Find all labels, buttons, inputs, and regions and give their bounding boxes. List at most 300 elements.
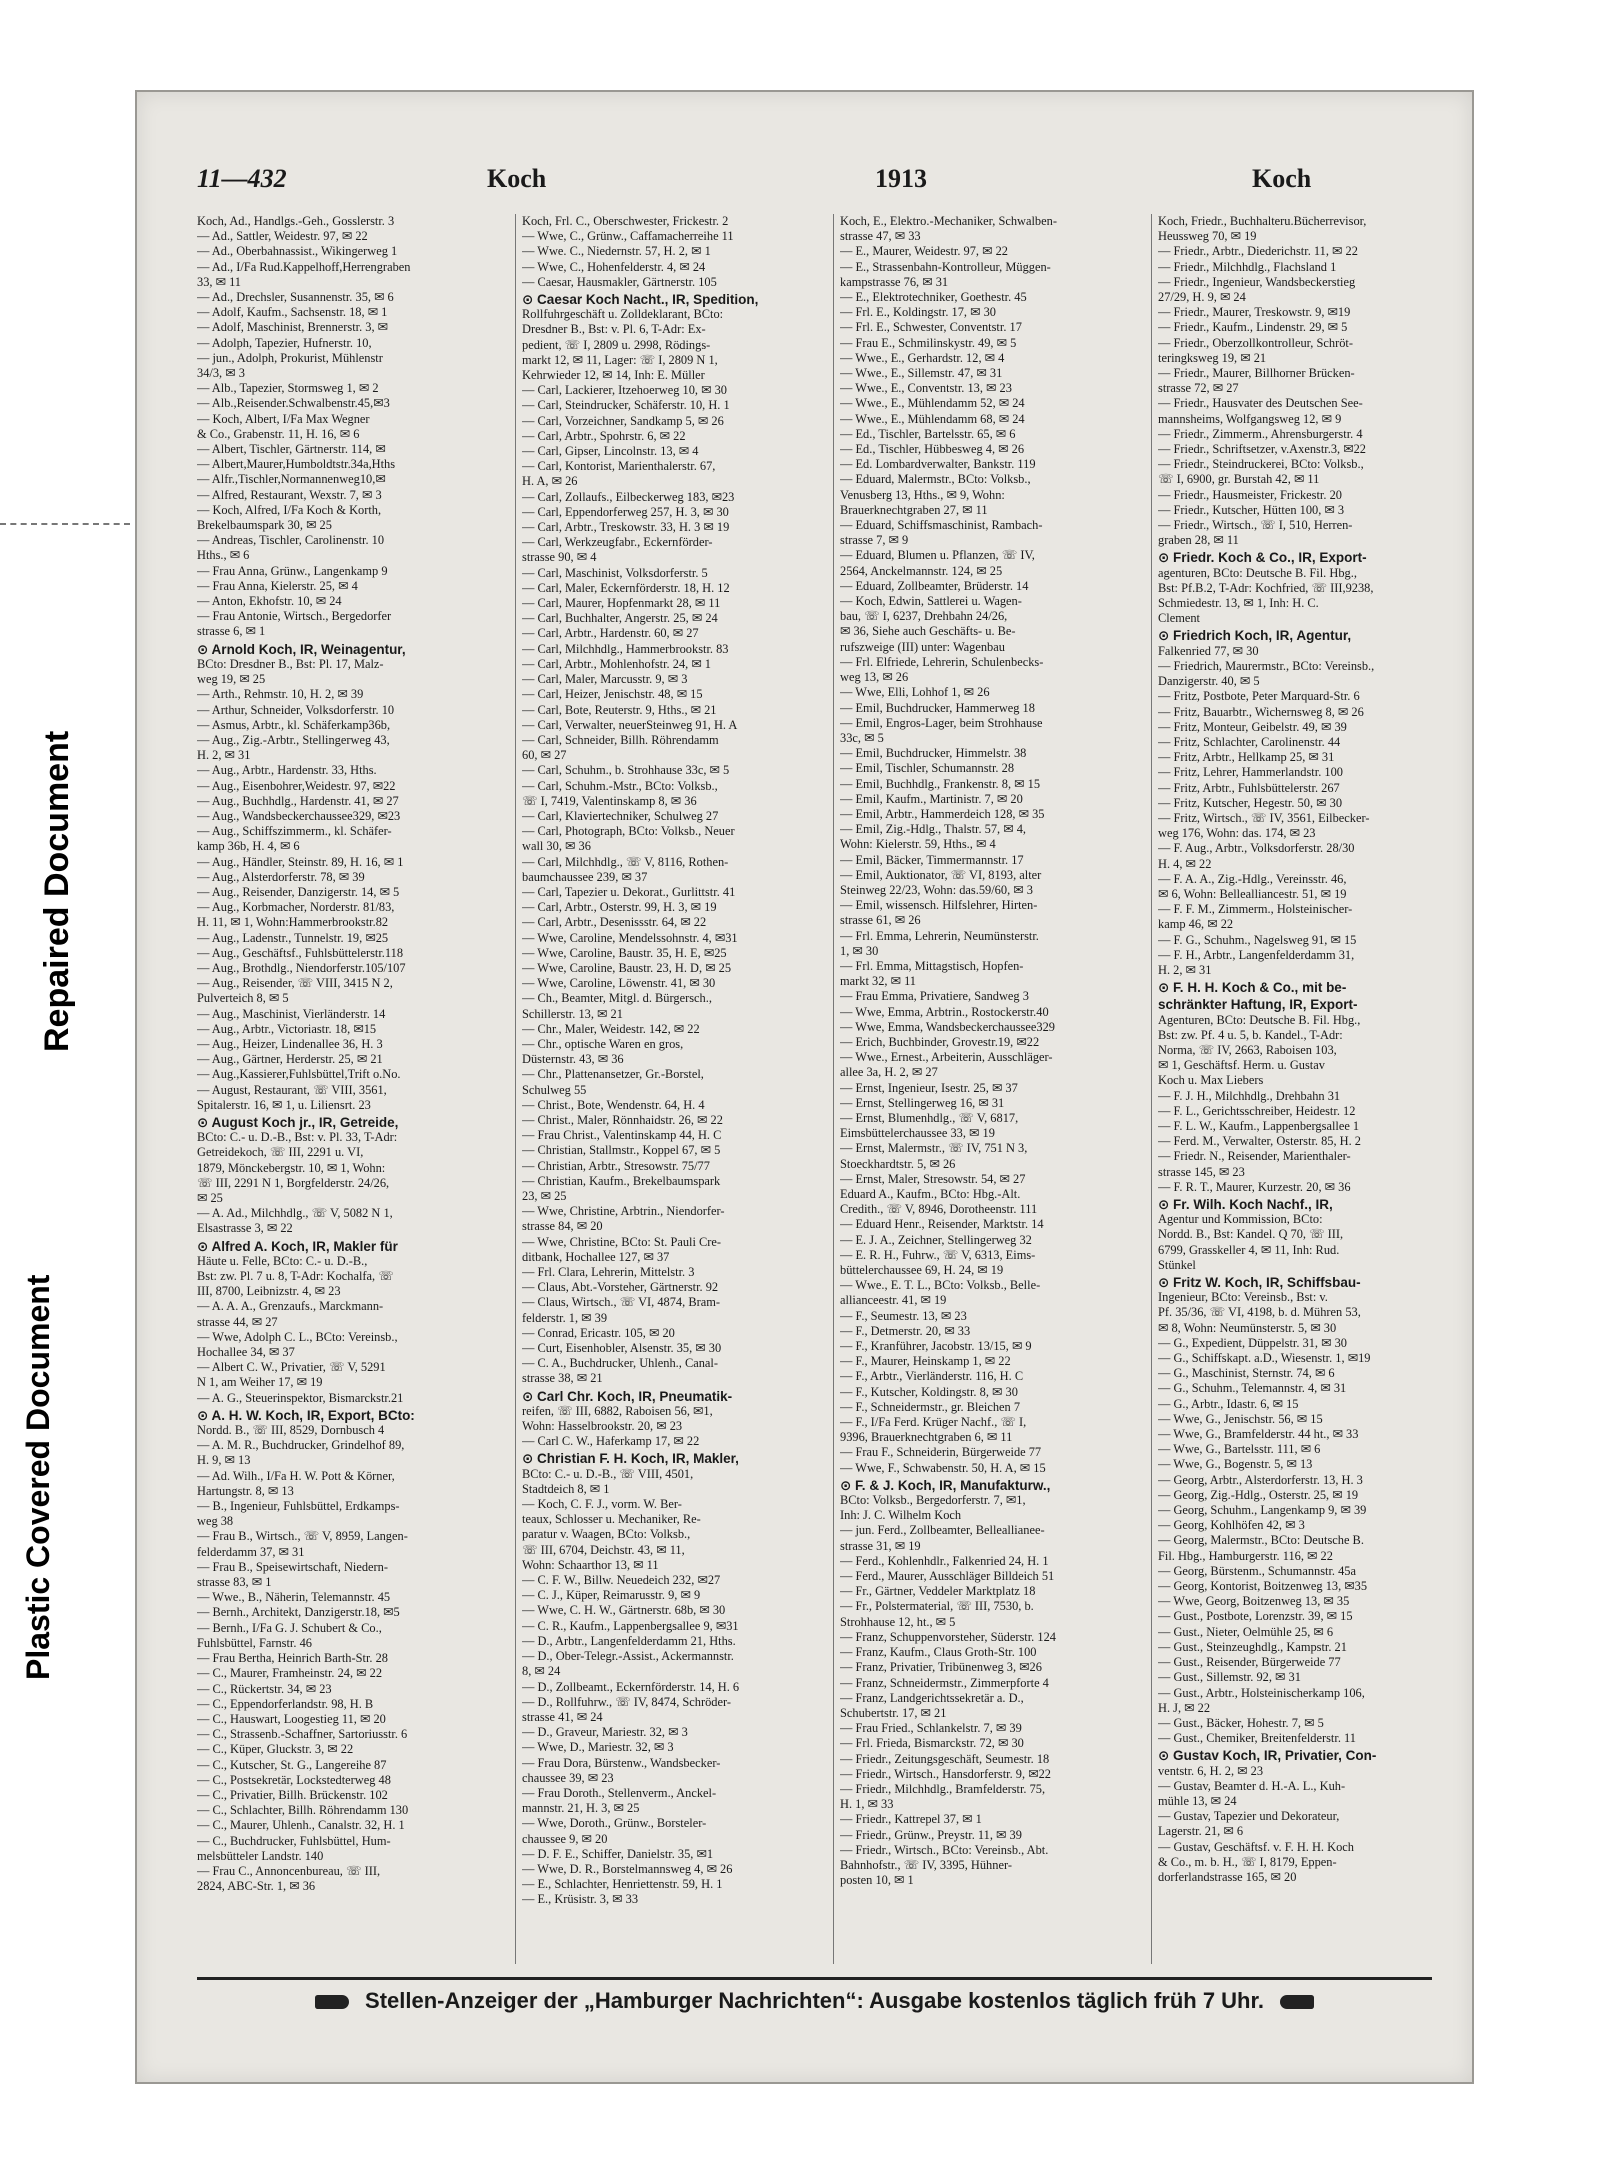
directory-entry: — Carl, Werkzeugfabr., Eckernförder- — [522, 535, 713, 550]
directory-entry: — Wwe., E., Gerhardstr. 12, ✉ 4 — [840, 350, 1005, 365]
directory-entry: baumchaussee 239, ✉ 37 — [522, 869, 648, 884]
directory-entry: Clement — [1158, 611, 1200, 626]
directory-entry: — F., Detmerstr. 20, ✉ 33 — [840, 1323, 971, 1338]
directory-column-2 — [515, 214, 832, 1964]
directory-entry: — D., Rollfuhrw., ☏ IV, 8474, Schröder- — [522, 1694, 731, 1709]
directory-entry: — Wwe., Ernest., Arbeiterin, Ausschläger- — [840, 1050, 1053, 1065]
directory-entry: ⊙ A. H. W. Koch, IR, Export, BCto: — [197, 1407, 415, 1423]
directory-entry: Koch, E., Elektro.-Mechaniker, Schwalben- — [840, 214, 1057, 228]
directory-entry: — C., Strassenb.-Schaffner, Sartoriusstr. 6 — [197, 1727, 408, 1742]
directory-entry: teaux, Schlosser u. Mechaniker, Re- — [522, 1512, 701, 1527]
pointing-hand-icon — [1280, 1995, 1314, 2009]
directory-entry: — Emil, Buchdrucker, Hammerweg 18 — [840, 700, 1035, 715]
directory-entry: — Christ., Maler, Rönnhaidstr. 26, ✉ 22 — [522, 1112, 723, 1127]
directory-entry: 8, ✉ 24 — [522, 1664, 561, 1679]
page-header — [197, 164, 1432, 204]
directory-entry: — Eduard, Blumen u. Pflanzen, ☏ IV, — [840, 548, 1035, 563]
directory-entry: — Frau B., Speisewirtschaft, Niedern- — [197, 1559, 388, 1574]
directory-entry: — Carl, Eppendorferweg 257, H. 3, ✉ 30 — [522, 504, 729, 519]
directory-entry: — Alb.,Reisender.Schwalbenstr.45,✉3 — [197, 396, 390, 411]
directory-entry: — D., Graveur, Mariestr. 32, ✉ 3 — [522, 1725, 688, 1740]
directory-entry: Falkenried 77, ✉ 30 — [1158, 643, 1259, 658]
directory-entry: — C. A., Buchdrucker, Uhlenh., Canal- — [522, 1356, 718, 1371]
directory-entry: Wohn: Schaarthor 13, ✉ 11 — [522, 1557, 659, 1572]
directory-entry: strasse 145, ✉ 23 — [1158, 1164, 1245, 1179]
directory-entry: — G., Arbtr., Idastr. 6, ✉ 15 — [1158, 1396, 1299, 1411]
directory-entry: — A. A. A., Grenzaufs., Marckmann- — [197, 1299, 384, 1314]
page-number: 11—432 — [197, 164, 287, 193]
directory-entry: Koch, Frl. C., Oberschwester, Frickestr. 2 — [522, 214, 729, 228]
directory-entry: — Fr., Polstermaterial, ☏ III, 7530, b. — [840, 1599, 1034, 1614]
directory-entry: — Wwe, Elli, Lohhof 1, ✉ 26 — [840, 685, 990, 700]
directory-entry: — Ad. Wilh., I/Fa H. W. Pott & Körner, — [197, 1468, 395, 1483]
directory-entry: teringksweg 19, ✉ 21 — [1158, 350, 1267, 365]
directory-entry: — G., Schiffskapt. a.D., Wiesenstr. 1, ✉19 — [1158, 1351, 1371, 1366]
directory-entry: — Frau Antonie, Wirtsch., Bergedorfer — [197, 609, 392, 624]
directory-entry: ⊙ Fritz W. Koch, IR, Schiffsbau- — [1158, 1275, 1361, 1291]
directory-entry: — Emil, Kaufm., Martinistr. 7, ✉ 20 — [840, 791, 1023, 806]
directory-entry: — E., Maurer, Weidestr. 97, ✉ 22 — [840, 244, 1008, 259]
directory-entry: — Aug., Wandsbeckerchaussee329, ✉23 — [197, 808, 401, 823]
directory-entry: Inh: J. C. Wilhelm Koch — [840, 1508, 962, 1523]
directory-entry: strasse 31, ✉ 19 — [840, 1538, 921, 1553]
directory-entry: — jun., Adolph, Prokurist, Mühlenstr — [197, 350, 383, 365]
directory-entry: weg 19, ✉ 25 — [197, 672, 266, 687]
directory-entry: — Carl, Arbtr., Treskowstr. 33, H. 3 ✉ 19 — [522, 520, 730, 535]
directory-entry: strasse 72, ✉ 27 — [1158, 381, 1239, 396]
directory-entry: — Franz, Landgerichtssekretär a. D., — [840, 1690, 1024, 1705]
directory-entry: — Friedr., Kaufm., Lindenstr. 29, ✉ 5 — [1158, 320, 1348, 335]
directory-entry: ventstr. 6, H. 2, ✉ 23 — [1158, 1763, 1264, 1778]
directory-entry: — Wwe., E. T. L., BCto: Volksb., Belle- — [840, 1278, 1041, 1293]
directory-entry: — Ferd., Maurer, Ausschläger Billdeich 51 — [840, 1569, 1055, 1584]
directory-entry: Bst: zw. Pf. 4 u. 5, b. Kandel., T-Adr: — [1158, 1027, 1343, 1042]
directory-entry: Getreidekoch, ☏ III, 2291 u. VI, — [197, 1145, 364, 1160]
directory-entry: — Fritz, Wirtsch., ☏ IV, 3561, Eilbecker- — [1158, 810, 1370, 825]
directory-entry: — Fritz, Arbtr., Fuhlsbüttelerstr. 267 — [1158, 780, 1340, 795]
directory-entry: — Wwe., E., Mühlendamm 68, ✉ 24 — [840, 411, 1025, 426]
directory-entry: schränkter Haftung, IR, Export- — [1158, 997, 1358, 1013]
directory-entry: Venusberg 13, Hths., ✉ 9, Wohn: — [840, 487, 1005, 502]
directory-entry: — Carl, Gipser, Lincolnstr. 13, ✉ 4 — [522, 444, 699, 459]
directory-entry: — Gust., Chemiker, Breitenfelderstr. 11 — [1158, 1731, 1356, 1746]
directory-entry: — Aug., Brothdlg., Niendorferstr.105/107 — [197, 960, 406, 975]
directory-entry: felderdamm 37, ✉ 31 — [197, 1544, 305, 1559]
directory-entry: Brekelbaumspark 30, ✉ 25 — [197, 518, 332, 533]
directory-entry: — F. L., Gerichtsschreiber, Heidestr. 12 — [1158, 1103, 1356, 1118]
directory-entry: — Carl, Arbtr., Osterstr. 99, H. 3, ✉ 19 — [522, 900, 717, 915]
directory-entry: 23, ✉ 25 — [522, 1189, 567, 1203]
directory-entry: strasse 6, ✉ 1 — [197, 624, 266, 639]
directory-entry: 1879, Mönckebergstr. 10, ✉ 1, Wohn: — [197, 1160, 386, 1175]
directory-entry: Düsternstr. 43, ✉ 36 — [522, 1052, 624, 1067]
directory-entry: — Carl, Schuhm., b. Strohhause 33c, ✉ 5 — [522, 763, 730, 778]
directory-entry: — Koch, Alfred, I/Fa Koch & Korth, — [197, 502, 382, 517]
directory-entry: — Emil, wissensch. Hilfslehrer, Hirten- — [840, 898, 1038, 913]
directory-entry: — Carl, Photograph, BCto: Volksb., Neuer — [522, 824, 735, 839]
directory-entry: Bst: Pf.B.2, T-Adr: Kochfried, ☏ III,9238, — [1158, 580, 1374, 595]
directory-entry: ✉ 6, Wohn: Bellealliancestr. 51, ✉ 19 — [1158, 886, 1347, 901]
directory-entry: — Carl, Vorzeichner, Sandkamp 5, ✉ 26 — [522, 413, 724, 428]
directory-entry: ⊙ Arnold Koch, IR, Weinagentur, — [197, 641, 406, 657]
directory-entry: Schubertstr. 17, ✉ 21 — [840, 1705, 947, 1720]
directory-entry: — C., Buchdrucker, Fuhlsbüttel, Hum- — [197, 1833, 391, 1848]
directory-entry: — Carl, Maler, Eckernförderstr. 18, H. 12 — [522, 580, 730, 595]
directory-entry: — Wwe., E., Mühlendamm 52, ✉ 24 — [840, 396, 1025, 411]
directory-entry: — Ed., Tischler, Hübbesweg 4, ✉ 26 — [840, 442, 1025, 457]
directory-entry: — Emil, Zig.-Hdlg., Thalstr. 57, ✉ 4, — [840, 822, 1027, 837]
directory-entry: Pulverteich 8, ✉ 5 — [197, 991, 289, 1006]
directory-entry: paratur v. Waagen, BCto: Volksb., — [522, 1527, 691, 1542]
directory-entry: — Chr., Plattenansetzer, Gr.-Borstel, — [522, 1067, 704, 1082]
directory-entry: — Curt, Eisenhobler, Alsenstr. 35, ✉ 30 — [522, 1341, 722, 1356]
directory-entry: — F., Maurer, Heinskamp 1, ✉ 22 — [840, 1354, 1011, 1369]
directory-entry: weg 13, ✉ 26 — [840, 670, 909, 685]
directory-entry: 60, ✉ 27 — [522, 748, 567, 763]
directory-entry: — Gustav, Beamter d. H.-A. L., Kuh- — [1158, 1778, 1346, 1793]
directory-entry: — C., Küper, Gluckstr. 3, ✉ 22 — [197, 1742, 354, 1757]
directory-entry: Pf. 35/36, ☏ VI, 4198, b. d. Mühren 53, — [1158, 1305, 1361, 1320]
directory-entry: Agentur und Kommission, BCto: — [1158, 1212, 1323, 1227]
directory-entry: — Emil, Bäcker, Timmermannstr. 17 — [840, 852, 1024, 867]
directory-entry: — Aug.,Kassierer,Fuhlsbüttel,Trift o.No. — [197, 1067, 401, 1082]
directory-entry: H. A, ✉ 26 — [522, 474, 578, 489]
directory-entry: — Carl, Arbtr., Mohlenhofstr. 24, ✉ 1 — [522, 656, 712, 671]
directory-entry: mannsheims, Wolfgangsweg 12, ✉ 9 — [1158, 411, 1342, 426]
directory-entry: — Fritz, Schlachter, Carolinenstr. 44 — [1158, 734, 1341, 749]
directory-entry: — D., Ober-Telegr.-Assist., Ackermannstr. — [522, 1649, 734, 1664]
directory-entry: — Bernh., I/Fa G. J. Schubert & Co., — [197, 1620, 382, 1635]
directory-entry: — F. R. T., Maurer, Kurzestr. 20, ✉ 36 — [1158, 1179, 1351, 1194]
directory-entry: — C., Postsekretär, Lockstedterweg 48 — [197, 1772, 391, 1787]
directory-entry: — F. A. A., Zig.-Hdlg., Vereinsstr. 46, — [1158, 871, 1347, 886]
directory-entry: — Wwe, C., Grünw., Caffamacherreihe 11 — [522, 229, 734, 244]
directory-entry: — Claus, Abt.-Vorsteher, Gärtnerstr. 92 — [522, 1280, 719, 1295]
directory-entry: Hartungstr. 8, ✉ 13 — [197, 1483, 294, 1498]
directory-entry: — Adolf, Kaufm., Sachsenstr. 18, ✉ 1 — [197, 305, 388, 320]
directory-entry: ✉ 1, Geschäftsf. Herm. u. Gustav — [1158, 1058, 1325, 1073]
directory-entry: 1, ✉ 30 — [840, 943, 879, 958]
directory-entry: — F., Seumestr. 13, ✉ 23 — [840, 1308, 967, 1323]
directory-entry: — Eduard Henr., Reisender, Marktstr. 14 — [840, 1217, 1044, 1232]
directory-entry: — Wwe., E., Conventstr. 13, ✉ 23 — [840, 381, 1012, 396]
directory-entry: — Franz, Kaufm., Claus Groth-Str. 100 — [840, 1645, 1037, 1660]
directory-entry: — F., Schneidermstr., gr. Bleichen 7 — [840, 1399, 1021, 1414]
directory-entry: — Alb., Tapezier, Stormsweg 1, ✉ 2 — [197, 381, 379, 396]
directory-entry: — Aug., Heizer, Lindenallee 36, H. 3 — [197, 1036, 383, 1051]
directory-entry: 34/3, ✉ 3 — [197, 366, 245, 381]
directory-entry: — F. F. M., Zimmerm., Holsteinischer- — [1158, 902, 1353, 917]
directory-entry: — Frl. Elfriede, Lehrerin, Schulenbecks- — [840, 654, 1044, 669]
directory-entry: büttelerchaussee 69, H. 24, ✉ 19 — [840, 1263, 1004, 1278]
directory-entry: — Aug., Eisenbohrer,Weidestr. 97, ✉22 — [197, 778, 396, 793]
directory-entry: — Frl. Frieda, Bismarckstr. 72, ✉ 30 — [840, 1736, 1024, 1751]
directory-entry: — C. R., Kaufm., Lappenbergsallee 9, ✉31 — [522, 1618, 739, 1633]
directory-entry: — Aug., Geschäftsf., Fuhlsbüttelerstr.118 — [197, 945, 404, 960]
directory-entry: — F. Aug., Arbtr., Volksdorferstr. 28/30 — [1158, 841, 1355, 856]
header-left-word: Koch — [487, 164, 547, 193]
directory-entry: — B., Ingenieur, Fuhlsbüttel, Erdkamps- — [197, 1499, 400, 1514]
scanned-page — [135, 90, 1474, 2084]
directory-entry: Koch, Friedr., Buchhalteru.Bücherrevisor, — [1158, 214, 1367, 228]
directory-entry: — Wwe, Christine, BCto: St. Pauli Cre- — [522, 1234, 722, 1249]
directory-entry: — C., Rückertstr. 34, ✉ 23 — [197, 1681, 332, 1696]
directory-entry: mühle 13, ✉ 24 — [1158, 1793, 1237, 1808]
directory-entry: — Frau Doroth., Stellenverm., Anckel- — [522, 1785, 717, 1800]
directory-entry: — Frau B., Wirtsch., ☏ V, 8959, Langen- — [197, 1529, 408, 1544]
directory-entry: — Wwe, Caroline, Löwenstr. 41, ✉ 30 — [522, 976, 716, 991]
directory-entry: — Aug., Zig.-Arbtr., Stellingerweg 43, — [197, 732, 390, 747]
directory-entry: — Aug., Schiffszimmerm., kl. Schäfer- — [197, 824, 392, 839]
directory-entry: — E., Krüsistr. 3, ✉ 33 — [522, 1892, 639, 1907]
directory-entry: — D., Zollbeamt., Eckernförderstr. 14, H. 6 — [522, 1679, 740, 1694]
directory-entry: — F., Arbtr., Vierländerstr. 116, H. C — [840, 1369, 1024, 1384]
directory-entry: — Friedr. N., Reisender, Marienthaler- — [1158, 1149, 1351, 1164]
directory-column-1 — [197, 214, 507, 1964]
directory-entry: — Chr., optische Waren en gros, — [522, 1036, 684, 1051]
directory-entry: Spitalerstr. 16, ✉ 1, u. Liliensrt. 23 — [197, 1097, 371, 1112]
directory-entry: — Koch, C. F. J., vorm. W. Ber- — [522, 1497, 682, 1512]
directory-entry: — Carl, Zollaufs., Eilbeckerweg 183, ✉23 — [522, 489, 735, 504]
directory-entry: Schulweg 55 — [522, 1082, 587, 1097]
directory-entry: — F. J. H., Milchhdlg., Drehbahn 31 — [1158, 1088, 1341, 1103]
directory-entry: — Caesar, Hausmakler, Gärtnerstr. 105 — [522, 274, 717, 289]
directory-entry: — Albert, Tischler, Gärtnerstr. 114, ✉ — [197, 442, 386, 457]
directory-entry: — Anton, Ekhofstr. 10, ✉ 24 — [197, 594, 342, 609]
directory-entry: — Ad., I/Fa Rud.Kappelhoff,Herrengraben — [197, 259, 411, 274]
directory-entry: — Friedr., Grünw., Preystr. 11, ✉ 39 — [840, 1827, 1022, 1842]
directory-entry: — Georg, Malermstr., BCto: Deutsche B. — [1158, 1533, 1364, 1548]
directory-entry: BCto: Volksb., Bergedorferstr. 7, ✉1, — [840, 1493, 1026, 1508]
directory-entry: H. 4, ✉ 22 — [1158, 856, 1212, 871]
directory-entry: strasse 47, ✉ 33 — [840, 229, 921, 244]
directory-entry: H. 2, ✉ 31 — [1158, 962, 1212, 977]
directory-entry: — Friedr., Steindruckerei, BCto: Volksb., — [1158, 457, 1364, 472]
directory-entry: 27/29, H. 9, ✉ 24 — [1158, 290, 1246, 305]
directory-entry: — Friedr., Hausvater des Deutschen See- — [1158, 396, 1363, 411]
footer-text: Stellen-Anzeiger der „Hamburger Nachrichten“: Ausgabe kostenlos täglich früh 7 Uhr. — [365, 1988, 1264, 2013]
directory-entry: reifen, ☏ III, 6882, Raboisen 56, ✉1, — [522, 1403, 713, 1418]
directory-entry: Wohn: Hasselbrookstr. 20, ✉ 23 — [522, 1419, 683, 1434]
directory-entry: Fuhlsbüttel, Farnstr. 46 — [197, 1635, 312, 1650]
directory-entry: — Fritz, Kutscher, Hegestr. 50, ✉ 30 — [1158, 795, 1343, 810]
directory-entry: Bahnhofstr., ☏ IV, 3395, Hühner- — [840, 1857, 1012, 1872]
directory-entry: — Gust., Arbtr., Holsteinischerkamp 106, — [1158, 1685, 1365, 1700]
directory-entry: — Wwe, Georg, Boitzenweg 13, ✉ 35 — [1158, 1594, 1350, 1609]
directory-entry: Elsastrasse 3, ✉ 22 — [197, 1221, 293, 1236]
directory-entry: — Carl, Milchhdlg., ☏ V, 8116, Rothen- — [522, 854, 729, 869]
directory-entry: — Frau Fried., Schlankelstr. 7, ✉ 39 — [840, 1721, 1022, 1736]
directory-entry: — Wwe, C. H. W., Gärtnerstr. 68b, ✉ 30 — [522, 1603, 726, 1618]
directory-entry: — A. G., Steuerinspektor, Bismarckstr.21 — [197, 1390, 404, 1405]
directory-entry: ☏ III, 6704, Deichstr. 43, ✉ 11, — [522, 1542, 685, 1557]
directory-entry: — C., Maurer, Uhlenh., Canalstr. 32, H. 1 — [197, 1818, 405, 1833]
directory-entry: — Wwe, Christine, Arbtrin., Niendorfer- — [522, 1204, 725, 1219]
directory-entry: ☏ I, 6900, gr. Burstah 42, ✉ 11 — [1158, 472, 1320, 487]
directory-entry: — Friedr., Zeitungsgeschäft, Seumestr. 18 — [840, 1751, 1050, 1766]
directory-entry: — Emil, Buchhdlg., Frankenstr. 8, ✉ 15 — [840, 776, 1041, 791]
directory-entry: — Gust., Nieter, Oelmühle 25, ✉ 6 — [1158, 1624, 1334, 1639]
directory-entry: — Ad., Sattler, Weidestr. 97, ✉ 22 — [197, 229, 368, 244]
directory-entry: ✉ 36, Siehe auch Geschäfts- u. Be- — [840, 624, 1016, 639]
directory-entry: — C., Kutscher, St. G., Langereihe 87 — [197, 1757, 387, 1772]
directory-entry: — Wwe, Emma, Wandsbeckerchaussee329 — [840, 1019, 1055, 1034]
directory-entry: — Carl, Lackierer, Itzehoerweg 10, ✉ 30 — [522, 383, 727, 398]
directory-entry: — Fritz, Lehrer, Hammerlandstr. 100 — [1158, 765, 1343, 780]
directory-entry: — Wwe, D. R., Borstelmannsweg 4, ✉ 26 — [522, 1861, 733, 1876]
directory-entry: — Adolf, Maschinist, Brennerstr. 3, ✉ — [197, 320, 389, 335]
directory-entry: Agenturen, BCto: Deutsche B. Fil. Hbg., — [1158, 1012, 1361, 1027]
directory-entry: — Albert,Maurer,Humboldtstr.34a,Hths — [197, 457, 396, 472]
directory-entry: mannstr. 21, H. 3, ✉ 25 — [522, 1801, 640, 1816]
directory-entry: — Ferd. M., Verwalter, Osterstr. 85, H. 2 — [1158, 1134, 1362, 1149]
directory-entry: Eimsbüttelerchaussee 33, ✉ 19 — [840, 1126, 995, 1141]
directory-entry: BCto: C.- u. D.-B., ☏ VIII, 4501, — [522, 1466, 694, 1481]
directory-entry: — Koch, Edwin, Sattlerei u. Wagen- — [840, 594, 1022, 609]
directory-entry: — Wwe, Doroth., Grünw., Borsteler- — [522, 1816, 707, 1831]
directory-entry: Fil. Hbg., Hamburgerstr. 116, ✉ 22 — [1158, 1548, 1333, 1563]
directory-entry: — Friedr., Wirtsch., BCto: Vereinsb., Abt. — [840, 1842, 1049, 1857]
directory-entry: H. 11, ✉ 1, Wohn:Hammerbrookstr.82 — [197, 915, 389, 930]
directory-entry: — Ad., Oberbahnassist., Wikingerweg 1 — [197, 244, 398, 259]
directory-entry: — Frl. Clara, Lehrerin, Mittelstr. 3 — [522, 1265, 695, 1280]
directory-columns — [197, 214, 1487, 1964]
directory-entry: — Gustav, Tapezier und Dekorateur, — [1158, 1809, 1340, 1824]
directory-entry: — Aug., Alsterdorferstr. 78, ✉ 39 — [197, 869, 365, 884]
directory-entry: — Frau E., Schmilinskystr. 49, ✉ 5 — [840, 335, 1017, 350]
directory-entry: — F., I/Fa Ferd. Krüger Nachf., ☏ I, — [840, 1415, 1027, 1430]
directory-entry: weg 38 — [197, 1514, 234, 1529]
directory-entry: kamp 36b, H. 4, ✉ 6 — [197, 839, 300, 854]
directory-entry: — Georg, Kontorist, Boitzenweg 13, ✉35 — [1158, 1579, 1368, 1594]
directory-entry: — Carl, Arbtr., Spohrstr. 6, ✉ 22 — [522, 428, 686, 443]
directory-entry: — Fritz, Monteur, Geibelstr. 49, ✉ 39 — [1158, 719, 1347, 734]
footer-rule — [197, 1977, 1432, 1980]
directory-entry: Hochallee 34, ✉ 37 — [197, 1345, 295, 1360]
directory-entry: wall 30, ✉ 36 — [522, 839, 591, 854]
directory-entry: — Gustav, Geschäftsf. v. F. H. H. Koch — [1158, 1839, 1354, 1854]
directory-entry: posten 10, ✉ 1 — [840, 1873, 914, 1888]
directory-entry: — Carl, Arbtr., Desenissstr. 64, ✉ 22 — [522, 915, 707, 930]
directory-entry: — C., Eppendorferlandstr. 98, H. B — [197, 1696, 374, 1711]
directory-entry: felderstr. 1, ✉ 39 — [522, 1310, 608, 1325]
directory-entry: — Ernst, Stellingerweg 16, ✉ 31 — [840, 1095, 1005, 1110]
directory-entry: Heussweg 70, ✉ 19 — [1158, 229, 1257, 244]
directory-entry: — Arthur, Schneider, Volksdorferstr. 10 — [197, 702, 395, 717]
directory-entry: Ingenieur, BCto: Vereinsb., Bst: v. — [1158, 1290, 1328, 1305]
directory-entry: — G., Maschinist, Sternstr. 74, ✉ 6 — [1158, 1366, 1335, 1381]
directory-entry: — Frau Emma, Privatiere, Sandweg 3 — [840, 989, 1029, 1004]
directory-entry: ⊙ F. H. H. Koch & Co., mit be- — [1158, 980, 1347, 996]
directory-entry: — Friedr., Schriftsetzer, v.Axenstr.3, ✉22 — [1158, 442, 1366, 457]
directory-entry: — Frl. E., Koldingstr. 17, ✉ 30 — [840, 305, 996, 320]
directory-entry: — Franz, Schuppenvorsteher, Süderstr. 124 — [840, 1629, 1056, 1644]
directory-entry: bau, ☏ I, 6237, Drehbahn 24/26, — [840, 609, 1008, 624]
directory-entry: — Friedrich, Maurermstr., BCto: Vereinsb., — [1158, 658, 1375, 673]
directory-entry: — Chr., Maler, Weidestr. 142, ✉ 22 — [522, 1021, 700, 1036]
directory-entry: — E. R. H., Fuhrw., ☏ V, 6313, Eims- — [840, 1247, 1036, 1262]
directory-entry: — Carl, Tapezier u. Dekorat., Gurlittstr. 41 — [522, 884, 736, 899]
directory-entry: — Conrad, Ericastr. 105, ✉ 20 — [522, 1325, 675, 1340]
directory-entry: — Franz, Schneidermstr., Zimmerpforte 4 — [840, 1675, 1049, 1690]
directory-entry: kamp 46, ✉ 22 — [1158, 917, 1234, 932]
directory-entry: — Arth., Rehmstr. 10, H. 2, ✉ 39 — [197, 687, 364, 702]
directory-entry: kampstrasse 76, ✉ 31 — [840, 274, 949, 289]
directory-entry: — C., Privatier, Billh. Brückenstr. 102 — [197, 1787, 388, 1802]
directory-entry: BCto: Dresdner B., Bst: Pl. 17, Malz- — [197, 656, 384, 671]
directory-entry: ⊙ Carl Chr. Koch, IR, Pneumatik- — [522, 1388, 733, 1404]
directory-entry: 2564, Anckelmannstr. 124, ✉ 25 — [840, 563, 1003, 578]
directory-entry: Credith., ☏ V, 8946, Dorotheenstr. 111 — [840, 1202, 1038, 1217]
directory-entry: — Emil, Engros-Lager, beim Strohhause — [840, 715, 1043, 730]
directory-entry: — F., Kranführer, Jacobstr. 13/15, ✉ 9 — [840, 1339, 1032, 1354]
directory-entry: — Georg, Schuhm., Langenkamp 9, ✉ 39 — [1158, 1503, 1367, 1518]
directory-entry: Rollfuhrgeschäft u. Zolldeklarant, BCto: — [522, 307, 724, 322]
directory-entry: — G., Expedient, Düppelstr. 31, ✉ 30 — [1158, 1335, 1347, 1350]
directory-entry: Nordd. B., ☏ III, 8529, Dornbusch 4 — [197, 1423, 385, 1438]
header-right-word: Koch — [1252, 164, 1312, 193]
directory-entry: — August, Restaurant, ☏ VIII, 3561, — [197, 1082, 387, 1097]
directory-entry: ⊙ Alfred A. Koch, IR, Makler für — [197, 1238, 398, 1254]
directory-entry: — Georg, Kohlhöfen 42, ✉ 3 — [1158, 1518, 1305, 1533]
directory-entry: — Friedr., Wirtsch., Hansdorferstr. 9, ✉22 — [840, 1766, 1051, 1781]
directory-entry: H. 1, ✉ 33 — [840, 1797, 894, 1812]
header-year: 1913 — [875, 164, 927, 193]
directory-entry: — Emil, Arbtr., Hammerdeich 128, ✉ 35 — [840, 806, 1045, 821]
directory-entry: — Carl, Maurer, Hopfenmarkt 28, ✉ 11 — [522, 596, 721, 611]
page-footer — [197, 1988, 1432, 2014]
directory-entry: strasse 90, ✉ 4 — [522, 550, 597, 565]
directory-entry: ditbank, Hochallee 127, ✉ 37 — [522, 1249, 670, 1264]
directory-column-3 — [833, 214, 1150, 1964]
directory-entry: Kehrwieder 12, ✉ 14, Inh: E. Müller — [522, 368, 705, 383]
directory-entry: Brauerknechtgraben 27, ✉ 11 — [840, 502, 988, 517]
directory-entry: — Frl. E., Schwester, Conventstr. 17 — [840, 320, 1022, 335]
directory-entry: — Friedr., Hausmeister, Frickestr. 20 — [1158, 487, 1342, 502]
directory-entry: weg 176, Wohn: das. 174, ✉ 23 — [1158, 826, 1316, 841]
directory-entry: — Aug., Reisender, ☏ VIII, 3415 N 2, — [197, 976, 393, 991]
directory-entry: ⊙ F. & J. Koch, IR, Manufakturw., — [840, 1477, 1051, 1493]
directory-entry: Häute u. Felle, BCto: C.- u. D.-B., — [197, 1253, 368, 1268]
directory-entry: — Carl, Arbtr., Hardenstr. 60, ✉ 27 — [522, 626, 699, 641]
directory-entry: graben 28, ✉ 11 — [1158, 533, 1239, 548]
directory-entry: — Aug., Maschinist, Vierländerstr. 14 — [197, 1006, 386, 1021]
directory-entry: — Albert C. W., Privatier, ☏ V, 5291 — [197, 1360, 386, 1375]
directory-entry: ⊙ Friedrich Koch, IR, Agentur, — [1158, 628, 1352, 644]
directory-entry: — Carl, Kontorist, Marienthalerstr. 67, — [522, 459, 716, 474]
directory-entry: — C. J., Küper, Reimarusstr. 9, ✉ 9 — [522, 1588, 701, 1603]
directory-entry: — Ernst, Blumenhdlg., ☏ V, 6817, — [840, 1110, 1019, 1125]
directory-entry: — Ernst, Maler, Stresowstr. 54, ✉ 27 — [840, 1171, 1026, 1186]
directory-entry: — A. M. R., Buchdrucker, Grindelhof 89, — [197, 1438, 405, 1453]
directory-entry: III, 8700, Leibnizstr. 4, ✉ 23 — [197, 1284, 341, 1299]
directory-entry: ☏ III, 2291 N 1, Borgfelderstr. 24/26, — [197, 1175, 390, 1190]
directory-entry: strasse 7, ✉ 9 — [840, 533, 909, 548]
directory-entry: — Carl, Milchhdlg., Hammerbrookstr. 83 — [522, 641, 729, 656]
directory-entry: — Asmus, Arbtr., kl. Schäferkamp36b, — [197, 717, 391, 732]
directory-entry: & Co., m. b. H., ☏ I, 8179, Eppen- — [1158, 1854, 1337, 1869]
directory-entry: — Wwe, G., Bartelsstr. 111, ✉ 6 — [1158, 1442, 1321, 1457]
directory-entry: — E. J. A., Zeichner, Stellingerweg 32 — [840, 1232, 1032, 1247]
directory-entry: — Aug., Gärtner, Herderstr. 25, ✉ 21 — [197, 1052, 383, 1067]
directory-entry: Koch, Ad., Handlgs.-Geh., Gosslerstr. 3 — [197, 214, 395, 228]
directory-entry: — Ed. Lombardverwalter, Bankstr. 119 — [840, 457, 1036, 472]
directory-entry: — Frau F., Schneiderin, Bürgerweide 77 — [840, 1445, 1042, 1460]
directory-entry: — Friedr., Milchhdlg., Bramfelderstr. 75, — [840, 1781, 1046, 1796]
directory-entry: — Friedr., Zimmerm., Ahrensburgerstr. 4 — [1158, 426, 1363, 441]
directory-entry: — Frau Dora, Bürstenw., Wandsbecker- — [522, 1755, 721, 1770]
directory-entry: — Aug., Händler, Steinstr. 89, H. 16, ✉ 1 — [197, 854, 404, 869]
